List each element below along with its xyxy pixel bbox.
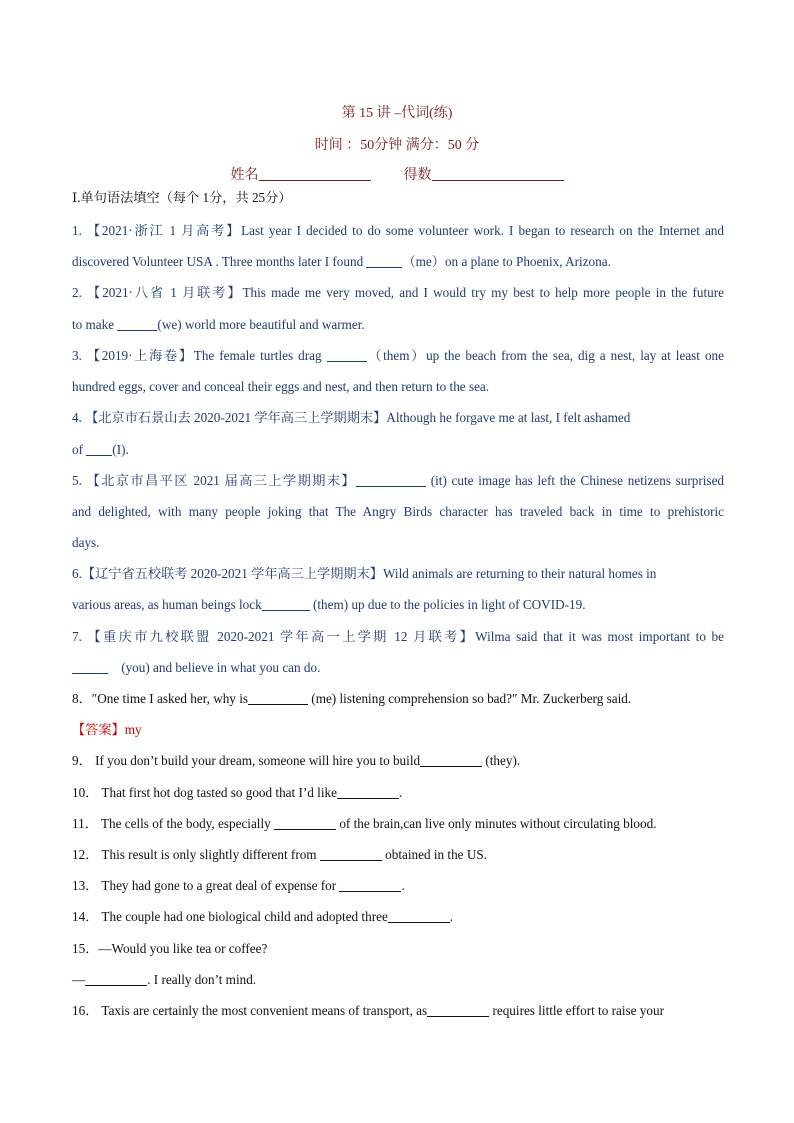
question-11-blank[interactable]	[274, 816, 336, 830]
question-6-blank[interactable]	[262, 597, 310, 611]
question-14: 14． The couple had one biological child and adopted three .	[72, 909, 454, 924]
question-3-line-2: hundred eggs, cover and conceal their eggs and nest, and then return to the sea.	[72, 379, 490, 394]
question-10: 10． That first hot dog tasted so good that I’d like .	[72, 785, 403, 800]
question-6-source: 6.【辽宁省五校联考 2020-2021 学年高三上学期期末】	[72, 566, 383, 581]
time-score-info: 时间 ：50分钟 满分：50 分	[314, 138, 480, 153]
question-1-line-1: 1. 【2021·浙江 1 月高考】Last year I decided to do some volunteer work. I began to research on the Internet and	[72, 223, 724, 238]
question-2-line-1: 2. 【2021·八省 1 月联考】This made me very moved, and I would try my best to help more people in the future	[72, 285, 724, 300]
section-heading: Ⅰ.单句语法填空（每个 1分，共 25分）	[72, 190, 292, 205]
name-score-row	[0, 164, 794, 184]
name-blank[interactable]	[259, 166, 371, 181]
score-label: 得数	[403, 168, 432, 183]
question-6-line-2: various areas, as human beings lock (them) up due to the policies in light of COVID-19.	[72, 597, 586, 612]
name-label: 姓名	[230, 168, 259, 183]
question-4-line-2: of (I).	[72, 442, 129, 457]
question-15-line-2: — . I really don’t mind.	[72, 972, 257, 987]
question-3-line-1: 3. 【2019·上海卷】The female turtles drag （them）up the beach from the sea, dig a nest, lay at least one	[72, 348, 725, 363]
question-9-blank[interactable]	[420, 753, 482, 767]
question-16: 16． Taxis are certainly the most convenient means of transport, as requires little effort to raise your	[72, 1003, 664, 1018]
question-12: 12． This result is only slightly different from obtained in the US.	[72, 847, 487, 862]
question-1-source: 1. 【2021·浙江 1 月高考】	[72, 223, 242, 238]
question-4-source: 4. 【北京市石景山去 2020-2021 学年高三上学期期末】	[72, 410, 387, 425]
question-7-blank[interactable]	[72, 660, 108, 674]
question-10-blank[interactable]	[337, 785, 399, 799]
question-7-line-2: (you) and believe in what you can do.	[72, 658, 724, 678]
question-15-blank[interactable]	[85, 972, 147, 986]
question-5-line-1: 5. 【北京市昌平区 2021 届高三上学期期末】 (it) cute image has left the Chinese netizens surprised	[72, 473, 725, 488]
answer-label: 【答案】my	[72, 722, 142, 737]
score-blank[interactable]	[432, 166, 564, 181]
question-8-blank[interactable]	[248, 691, 308, 705]
question-5-line-2: and delighted, with many people joking that The Angry Birds character has traveled back in time to prehistoric	[72, 504, 724, 519]
question-7-source: 7. 【重庆市九校联盟 2020-2021 学年高一上学期 12 月联考】	[72, 629, 476, 644]
question-2-blank[interactable]	[117, 317, 157, 331]
question-7-line-1: 7. 【重庆市九校联盟 2020-2021 学年高一上学期 12 月联考】Wilma said that it was most important to be	[72, 629, 724, 644]
question-5-line-3: days.	[72, 535, 100, 550]
question-2-source: 2. 【2021·八省 1 月联考】	[72, 285, 243, 300]
question-1-line-2: discovered Volunteer USA . Three months later I found （me）on a plane to Phoenix, Arizona.	[72, 254, 611, 269]
question-13-blank[interactable]	[339, 878, 401, 892]
question-4-blank[interactable]	[86, 442, 112, 456]
question-12-blank[interactable]	[320, 847, 382, 861]
question-2-line-2: to make (we) world more beautiful and warmer.	[72, 317, 365, 332]
question-3-blank[interactable]	[327, 348, 367, 362]
question-15-line-1: 15．—Would you like tea or coffee?	[72, 941, 268, 956]
question-6-line-1: 6.【辽宁省五校联考 2020-2021 学年高三上学期期末】Wild animals are returning to their natural homes in	[72, 566, 657, 581]
question-3-source: 3. 【2019·上海卷】	[72, 348, 194, 363]
question-5-source: 5. 【北京市昌平区 2021 届高三上学期期末】	[72, 473, 357, 488]
page-title: 第 15 讲 –代词(练)	[341, 106, 453, 121]
question-8: 8．″One time I asked her, why is (me) listening comprehension so bad?″ Mr. Zuckerberg said.	[72, 691, 632, 706]
question-4-line-1: 4. 【北京市石景山去 2020-2021 学年高三上学期期末】Although he forgave me at last, I felt ashamed	[72, 410, 631, 425]
question-9: 9． If you don’t build your dream, someone will hire you to build (they).	[72, 753, 521, 768]
question-16-blank[interactable]	[427, 1003, 489, 1017]
question-11: 11． The cells of the body, especially of the brain,can live only minutes without circulating blood.	[72, 816, 657, 831]
question-14-blank[interactable]	[388, 909, 450, 923]
question-13: 13． They had gone to a great deal of expense for .	[72, 878, 405, 893]
question-5-blank[interactable]	[356, 473, 426, 487]
question-1-blank[interactable]	[366, 254, 402, 268]
